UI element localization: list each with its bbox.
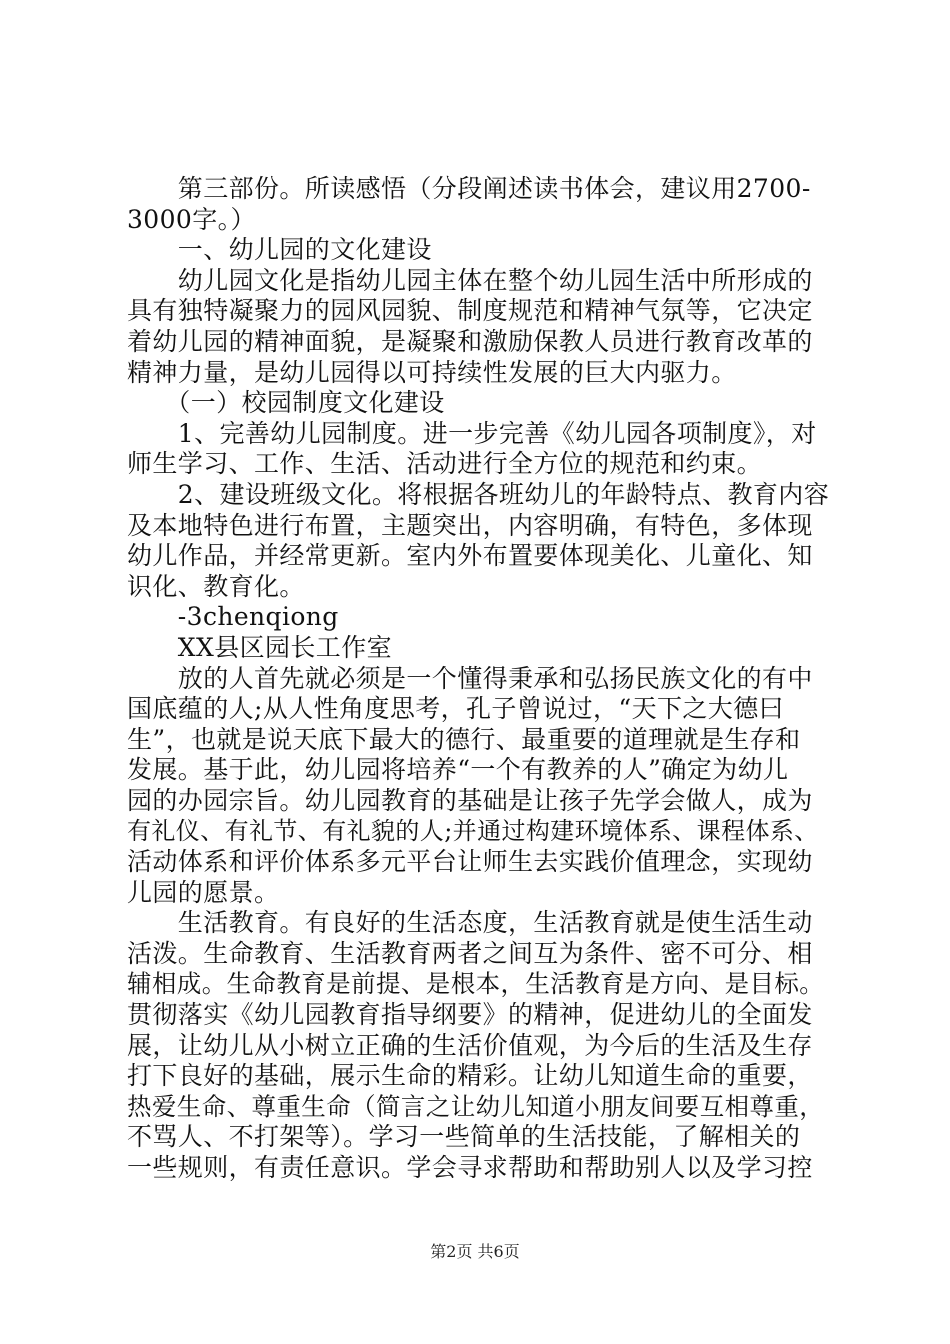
text-line: 一些规则，有责任意识。学会寻求帮助和帮助别人以及学习控 — [127, 1153, 813, 1182]
text-line: 打下良好的基础，展示生命的精彩。让幼儿知道生命的重要， — [127, 1061, 813, 1091]
text-line: 活泼。生命教育、生活教育两者之间互为条件、密不可分、相 — [127, 938, 813, 968]
document-body — [127, 174, 832, 1184]
text-line: 具有独特凝聚力的园风园貌、制度规范和精神气氛等，它决定 — [127, 296, 813, 326]
text-line: 幼儿园文化是指幼儿园主体在整个幼儿园生活中所形成的 — [127, 265, 813, 295]
text-line: 3000字。） — [127, 204, 256, 234]
text-line: 活动体系和评价体系多元平台让师生去实践价值理念，实现幼 — [127, 847, 813, 877]
text-line: -3chenqiong — [127, 602, 339, 632]
text-line: 第三部份。所读感悟（分段阐述读书体会，建议用2700- — [127, 174, 811, 203]
text-line: 幼儿作品，并经常更新。室内外布置要体现美化、儿童化、知 — [127, 541, 813, 571]
text-line: 展，让幼儿从小树立正确的生活价值观，为今后的生活及生存 — [127, 1030, 813, 1060]
text-line: 贯彻落实《幼儿园教育指导纲要》的精神，促进幼儿的全面发 — [127, 1000, 813, 1030]
text-line: （一）校园制度文化建设 — [127, 388, 445, 418]
text-line: 识化、教育化。 — [127, 571, 305, 601]
text-line: 有礼仪、有礼节、有礼貌的人;并通过构建环境体系、课程体系、 — [127, 817, 819, 846]
text-line: 发展。基于此，幼儿园将培养“一个有教养的人”确定为幼儿 — [127, 755, 789, 785]
text-line: 放的人首先就必须是一个懂得秉承和弘扬民族文化的有中 — [127, 663, 813, 693]
text-line: 辅相成。生命教育是前提、是根本，生活教育是方向、是目标。 — [127, 969, 825, 999]
text-line: 生活教育。有良好的生活态度，生活教育就是使生活生动 — [127, 908, 813, 938]
text-line: 儿园的愿景。 — [127, 877, 280, 907]
text-line: 一、幼儿园的文化建设 — [127, 235, 432, 265]
text-line: 国底蕴的人;从人性角度思考，孔子曾说过，“天下之大德曰 — [127, 694, 785, 724]
page-footer: 第2页 共6页 — [430, 1242, 520, 1261]
text-line: 精神力量，是幼儿园得以可持续性发展的巨大内驱力。 — [127, 357, 737, 387]
text-line: 2、建设班级文化。将根据各班幼儿的年龄特点、教育内容 — [127, 479, 830, 509]
text-line: 着幼儿园的精神面貌，是凝聚和激励保教人员进行教育改革的 — [127, 326, 813, 356]
text-line: 师生学习、工作、生活、活动进行全方位的规范和约束。 — [127, 449, 763, 479]
text-line: 不骂人、不打架等）。学习一些简单的生活技能，了解相关的 — [127, 1122, 801, 1152]
text-line: XX县区园长工作室 — [127, 632, 392, 662]
text-line: 1、完善幼儿园制度。进一步完善《幼儿园各项制度》，对 — [127, 418, 817, 448]
text-line: 及本地特色进行布置，主题突出，内容明确，有特色，多体现 — [127, 510, 813, 540]
text-line: 热爱生命、尊重生命（简言之让幼儿知道小朋友间要互相尊重， — [127, 1091, 825, 1121]
text-line: 生”，也就是说天底下最大的德行、最重要的道理就是生存和 — [127, 724, 801, 754]
text-line: 园的办园宗旨。幼儿园教育的基础是让孩子先学会做人，成为 — [127, 785, 813, 815]
